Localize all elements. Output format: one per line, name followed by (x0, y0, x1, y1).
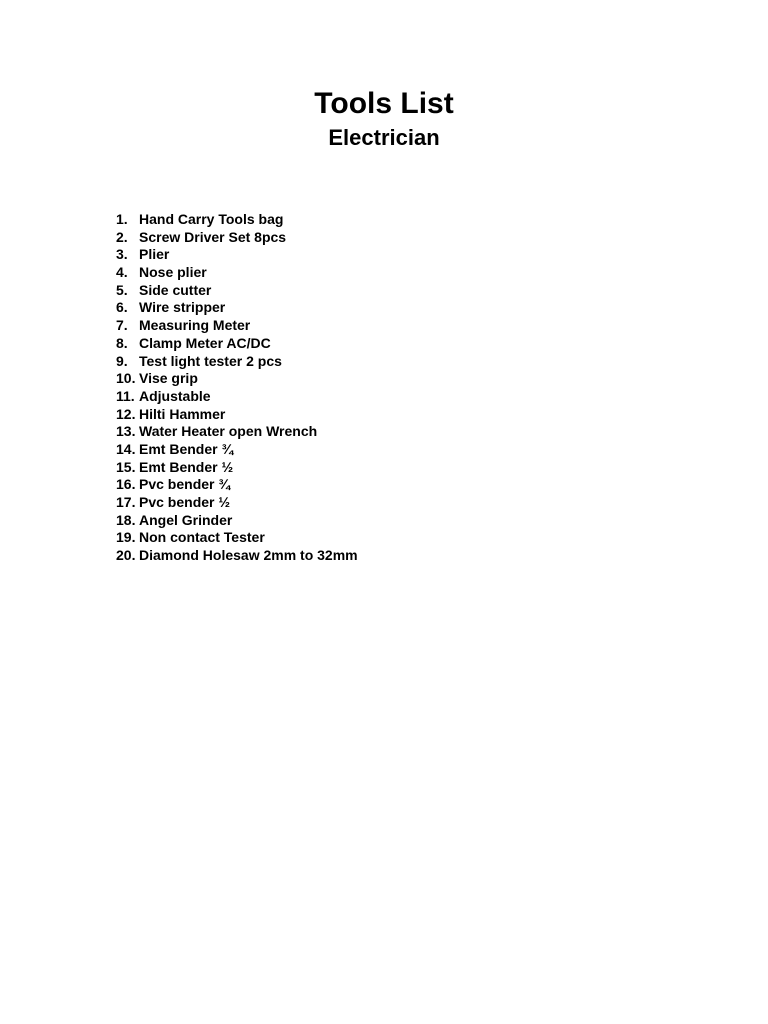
tools-list (116, 211, 358, 565)
list-item-number: 9. (116, 352, 128, 369)
list-item-number: 13. (116, 423, 136, 440)
list-item-number: 5. (116, 281, 128, 298)
list-item-label: Pvc bender ½ (139, 494, 231, 510)
list-item-number: 4. (116, 264, 128, 281)
list-item (116, 406, 358, 424)
list-item-number: 12. (116, 405, 136, 422)
list-item-number: 3. (116, 246, 128, 263)
list-item-label: Screw Driver Set 8pcs (139, 228, 287, 245)
list-item-number: 14. (116, 440, 136, 457)
list-item (116, 423, 358, 441)
list-item (116, 229, 358, 247)
list-item-label: Wire stripper (139, 299, 226, 316)
list-item (116, 441, 358, 459)
list-item-label: Emt Bender ½ (139, 458, 234, 475)
list-item (116, 317, 358, 335)
list-item-label: Measuring Meter (139, 317, 251, 334)
list-item-label: Emt Bender ¾ (139, 440, 234, 457)
list-item-number: 20. (116, 547, 136, 564)
list-item-label: Test light tester 2 pcs (139, 352, 282, 369)
list-item (116, 388, 358, 406)
list-item (116, 353, 358, 371)
list-item-number: 6. (116, 299, 128, 316)
list-item-number: 8. (116, 334, 128, 351)
list-item-label: Water Heater open Wrench (139, 423, 318, 440)
list-item-label: Nose plier (139, 264, 207, 281)
list-item-label: Hand Carry Tools bag (139, 211, 284, 227)
list-item (116, 494, 358, 512)
list-item-label: Pvc bender ¾ (139, 476, 231, 493)
list-item-number: 18. (116, 511, 136, 528)
list-item-label: Adjustable (139, 387, 211, 404)
list-item-label: Non contact Tester (139, 529, 265, 546)
list-item-number: 1. (116, 211, 128, 227)
list-item (116, 370, 358, 388)
list-item-number: 2. (116, 228, 128, 245)
list-item (116, 547, 358, 565)
list-item-number: 7. (116, 317, 128, 334)
list-item (116, 529, 358, 547)
list-item (116, 246, 358, 264)
list-item (116, 459, 358, 477)
list-item (116, 282, 358, 300)
page-title: Tools List (314, 87, 454, 120)
list-item (116, 335, 358, 353)
list-item-label: Vise grip (139, 370, 198, 387)
list-item-label: Clamp Meter AC/DC (139, 334, 271, 351)
list-item-label: Plier (139, 246, 170, 263)
list-item-number: 10. (116, 370, 136, 387)
page-subtitle: Electrician (328, 125, 440, 150)
list-item (116, 476, 358, 494)
list-item (116, 299, 358, 317)
list-item-number: 15. (116, 458, 136, 475)
list-item-label: Angel Grinder (139, 511, 233, 528)
list-item-number: 19. (116, 529, 136, 546)
list-item-label: Side cutter (139, 281, 212, 298)
list-item-number: 16. (116, 476, 136, 493)
list-item (116, 211, 358, 229)
list-item-label: Hilti Hammer (139, 405, 226, 422)
list-item-number: 11. (116, 387, 135, 404)
list-item (116, 512, 358, 530)
list-item (116, 264, 358, 282)
list-item-number: 17. (116, 494, 136, 510)
list-item-label: Diamond Holesaw 2mm to 32mm (139, 547, 358, 564)
